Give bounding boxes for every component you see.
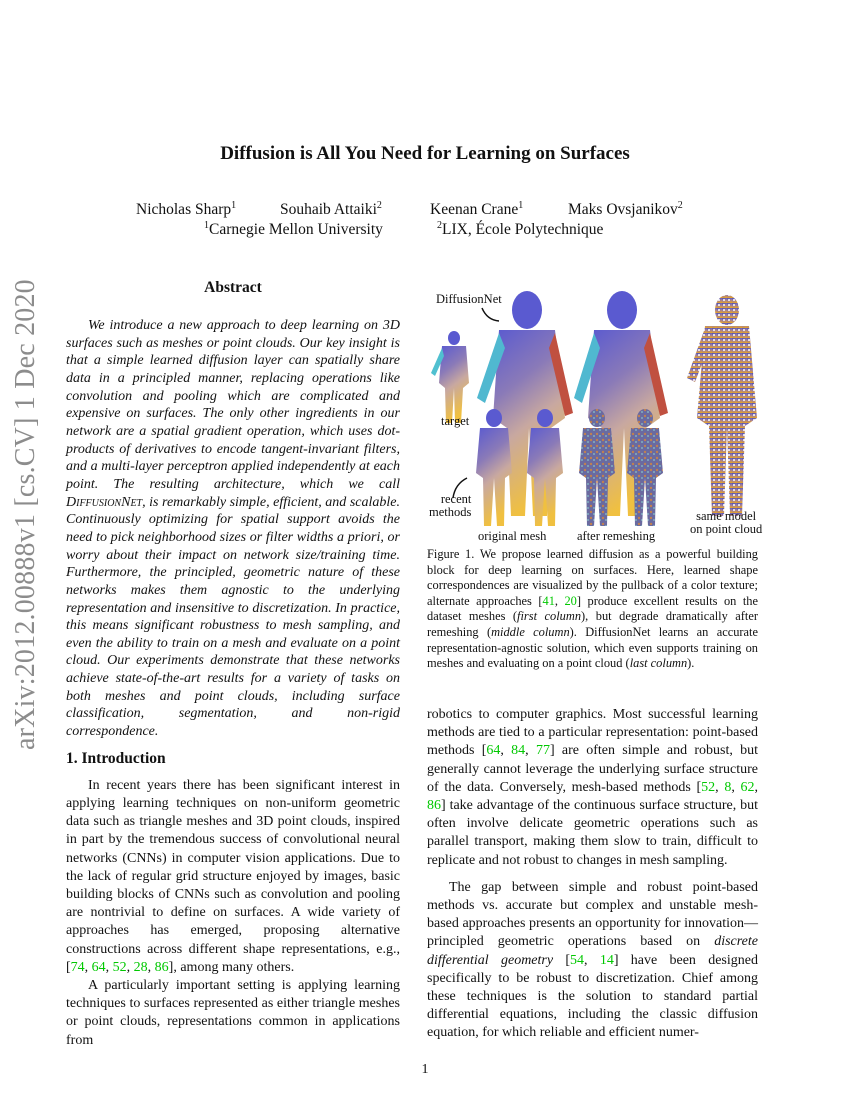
paragraph <box>427 706 758 870</box>
text-run: , <box>554 593 565 608</box>
text-run: robotics to computer graphics. Most successful learning methods are tied to a particular representation: point-based methods [ <box>427 707 758 759</box>
figure-label-point-cloud: same model on point cloud <box>690 509 763 536</box>
text-run: middle column <box>491 624 570 639</box>
text-run: Figure 1. We propose learned diffusion as a powerful building block for deep learning on surfaces. Here, learned shape correspondences are visualized by the pullback of a color texture; alternate approaches [ <box>427 547 758 608</box>
author-name: Souhaib Attaiki <box>280 201 377 218</box>
figure-label-after-remeshing: after remeshing <box>577 529 656 543</box>
citation-link[interactable]: 52 <box>701 779 716 795</box>
figure-label-diffusionnet: DiffusionNet <box>436 292 502 306</box>
figure-label-target: target <box>441 414 470 428</box>
citation-link[interactable]: 52 <box>112 959 127 975</box>
citation-link[interactable]: 86 <box>427 798 441 814</box>
affiliation <box>204 221 383 239</box>
text-run: , <box>126 959 134 975</box>
citation-link[interactable]: 64 <box>486 743 501 759</box>
citation-link[interactable]: 77 <box>535 743 550 759</box>
text-run: ] have been designed specifically to be robust to discretization. Chief among these techniques is the solution to standard partial differential equations, including the classic diffusion equation, for which reliable and efficient numer- <box>427 952 758 1041</box>
author <box>430 201 523 219</box>
abstract-text <box>66 317 400 741</box>
citation-link[interactable]: 64 <box>91 959 106 975</box>
text-run: , <box>525 743 536 759</box>
citation-link[interactable]: 84 <box>511 743 526 759</box>
affiliation-name: LIX, École Polytechnique <box>442 221 604 238</box>
paper-title: Diffusion is All You Need for Learning on Surfaces <box>220 143 630 164</box>
citation-link[interactable]: 28 <box>133 959 148 975</box>
citation-link[interactable]: 14 <box>599 952 614 968</box>
citation-link[interactable]: 41 <box>542 593 555 608</box>
text-run: , <box>105 959 113 975</box>
text-run: ], among many others. <box>168 959 295 975</box>
paragraph <box>427 879 758 1043</box>
author-name: Keenan Crane <box>430 201 519 218</box>
affiliation-marker: 1 <box>231 200 237 211</box>
author-name: Maks Ovsjanikov <box>568 201 678 218</box>
figure-label-recent-methods: recent methods <box>429 492 472 519</box>
affiliation-marker: 1 <box>518 200 524 211</box>
abstract-heading: Abstract <box>204 279 262 296</box>
text-run: In recent years there has been significant interest in applying learning techniques on non-uniform geometric data such as triangle meshes and 3D point clouds, inspired in part by the tremendous success of convolutional neural networks (CNNs) in computer vision applications. Due to the lack of regular grid structure enjoyed by images, basic building blocks of CNNs such as convolution and pooling are nontrivial to define on surfaces. A wide variety of approaches has emerged, proposing alternative constructions across different shape representations, e.g., [ <box>66 777 400 975</box>
text-run: ). <box>687 656 695 671</box>
affiliation-marker: 2 <box>437 220 442 231</box>
right-column <box>427 288 763 1043</box>
text-run: , <box>754 779 758 795</box>
introduction-body <box>66 777 400 1050</box>
affiliation-marker: 2 <box>376 200 382 211</box>
text-run: last column <box>629 656 688 671</box>
citation-link[interactable]: 8 <box>724 779 732 795</box>
human-figure-point-cloud <box>687 295 757 516</box>
affiliation <box>437 221 603 239</box>
text-run: ), but degrade dramatically after remeshing ( <box>427 609 759 639</box>
text-run: ] take advantage of the continuous surface structure, but often involve delicate geometric operations such as parallel transport, making them slow to train, difficult to replicate and not robust to changes in mesh sampling. <box>427 798 758 868</box>
text-run: , <box>731 779 741 795</box>
text-run: DiffusionNet <box>66 494 143 510</box>
affiliation-marker: 1 <box>204 220 209 231</box>
text-run: , <box>584 952 600 968</box>
text-run: ] are often simple and robust, but generally cannot leverage the underlying surface structure of the data. Conversely, mesh-based methods [ <box>427 743 759 795</box>
page-number: 1 <box>421 1062 429 1077</box>
right-column-body <box>427 706 758 1043</box>
arxiv-identifier: arXiv:2012.00888v1 [cs.CV] 1 Dec 2020 <box>10 279 41 750</box>
author <box>136 201 236 219</box>
text-run: ] produce excellent results on the dataset meshes ( <box>427 593 758 624</box>
author-name: Nicholas Sharp <box>136 201 232 218</box>
introduction-heading: 1. Introduction <box>66 749 166 767</box>
paragraph <box>66 977 400 1050</box>
text-run: , <box>715 779 725 795</box>
affiliation-name: Carnegie Mellon University <box>209 221 383 238</box>
text-run: [ <box>553 952 571 968</box>
author <box>280 201 382 219</box>
affiliation-marker: 2 <box>677 200 683 211</box>
figure-caption <box>427 547 758 697</box>
arrow-icon <box>482 308 499 321</box>
left-column <box>66 278 400 1050</box>
author-list <box>0 201 850 241</box>
text-run: A particularly important setting is applying learning techniques to surfaces represented as either triangle meshes or point clouds, representations common in applications from <box>66 977 400 1048</box>
citation-link[interactable]: 74 <box>70 959 85 975</box>
text-run: ). DiffusionNet learns an accurate representation-agnostic solution, which even supports training on meshes and evaluating on a point cloud ( <box>427 624 758 671</box>
citation-link[interactable]: 54 <box>570 952 585 968</box>
figure-label-original-mesh: original mesh <box>478 529 547 543</box>
text-run: The gap between simple and robust point-based methods vs. accurate but complex and unstable mesh-based approaches presents an opportunity for innovation—principled geometric operations based on <box>427 879 758 950</box>
figure-1 <box>427 288 767 547</box>
human-figure-target <box>431 331 469 423</box>
text-run: , <box>147 959 155 975</box>
text-run: , <box>500 743 512 759</box>
text-run: discrete differential geometry <box>427 934 758 968</box>
text-run: first column <box>517 609 582 624</box>
citation-link[interactable]: 20 <box>564 593 577 608</box>
paragraph <box>66 777 400 977</box>
text-run: , is remarkably simple, efficient, and scalable. Continuously optimizing for spatial support avoids the need to pick neighborhood sizes or filter widths a priori, or worry about their impact on network size/training time. Furthermore, the principled, geometric nature of these networks makes them agnostic to the underlying representation and insensitive to discretization. In practice, this means significant robustness to mesh sampling, and even the ability to train on a mesh and evaluate on a point cloud. Our experiments demonstrate that these networks achieve state-of-the-art results for a variety of tasks on both meshes and point clouds, including surface classification, segmentation, and non-rigid correspondence. <box>66 494 400 740</box>
text-run: We introduce a new approach to deep learning on 3D surfaces such as meshes or point clouds. Our key insight is that a simple learned diffusion layer can spatially share data in a principled manner, replacing operations like convolution and pooling which are complicated and expensive on surfaces. The only other ingredients in our network are a spatial gradient operation, which uses dot-products of derivatives to encode tangent-invariant filters, and a multi-layer perceptron applied independently at each point. The resulting architecture, which we call <box>66 318 400 492</box>
citation-link[interactable]: 62 <box>740 779 755 795</box>
author <box>568 201 683 219</box>
citation-link[interactable]: 86 <box>154 959 169 975</box>
text-run: , <box>84 959 92 975</box>
